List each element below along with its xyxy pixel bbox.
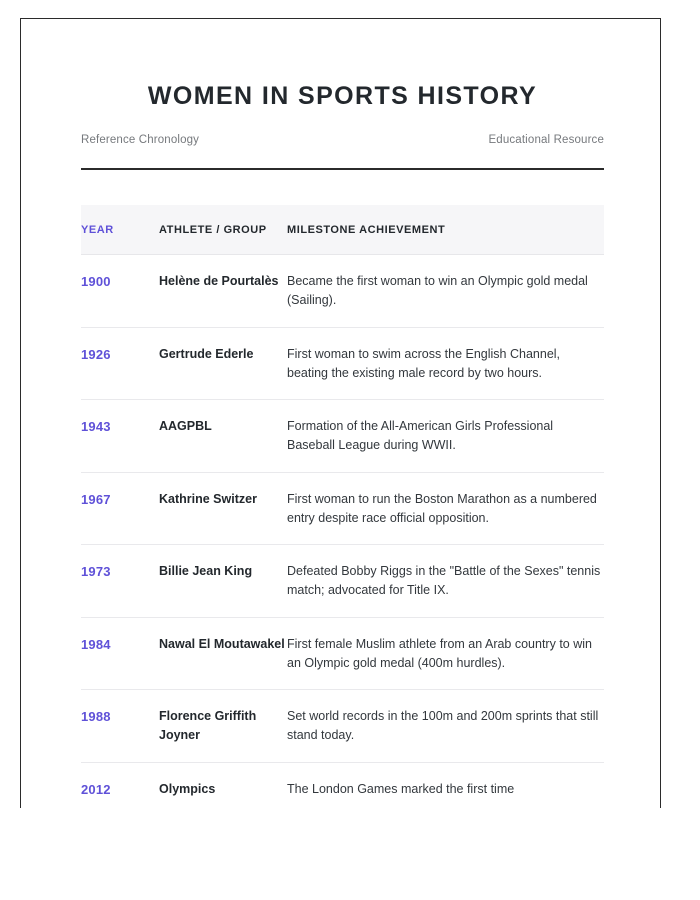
cell-year: 1926: [81, 327, 159, 400]
cell-athlete: Kathrine Switzer: [159, 472, 287, 545]
document-page-frame: [20, 18, 661, 808]
cell-athlete: Helène de Pourtalès: [159, 255, 287, 328]
cell-athlete: Olympics: [159, 762, 287, 808]
cell-year: 1984: [81, 617, 159, 690]
cell-milestone: Formation of the All-American Girls Professional Baseball League during WWII.: [287, 400, 604, 473]
page-title: WOMEN IN SPORTS HISTORY: [147, 82, 538, 110]
cell-year: 2012: [81, 762, 159, 808]
table-body: [81, 255, 604, 808]
table-row: [81, 400, 604, 473]
document-meta-row: [81, 134, 604, 146]
cell-milestone: First woman to swim across the English Channel, beating the existing male record by two hours.: [287, 327, 604, 400]
table-header-row: [81, 205, 604, 255]
document-content: [81, 19, 604, 808]
cell-milestone: Defeated Bobby Riggs in the "Battle of the Sexes" tennis match; advocated for Title IX.: [287, 545, 604, 618]
cell-year: 1943: [81, 400, 159, 473]
meta-educational-resource: Educational Resource: [488, 133, 604, 146]
cell-athlete: AAGPBL: [159, 400, 287, 473]
meta-reference-chronology: Reference Chronology: [81, 133, 200, 146]
table-row: [81, 690, 604, 763]
cell-milestone: Became the first woman to win an Olympic gold medal (Sailing).: [287, 255, 604, 328]
chronology-table: [81, 205, 604, 809]
table-row: [81, 545, 604, 618]
table-row: [81, 617, 604, 690]
cell-athlete: Nawal El Moutawakel: [159, 617, 287, 690]
cell-year: 1900: [81, 255, 159, 328]
cell-milestone: The London Games marked the first time: [287, 762, 604, 808]
column-header-milestone: MILESTONE ACHIEVEMENT: [287, 205, 604, 255]
cell-milestone: Set world records in the 100m and 200m sprints that still stand today.: [287, 690, 604, 763]
table-row: [81, 255, 604, 328]
cell-year: 1973: [81, 545, 159, 618]
header-divider-rule: [81, 168, 604, 170]
column-header-year: YEAR: [81, 205, 159, 255]
table-row: [81, 762, 604, 808]
table-header: [81, 205, 604, 255]
cell-milestone: First female Muslim athlete from an Arab country to win an Olympic gold medal (400m hurdles).: [287, 617, 604, 690]
cell-athlete: Florence Griffith Joyner: [159, 690, 287, 763]
cell-athlete: Gertrude Ederle: [159, 327, 287, 400]
column-header-athlete: ATHLETE / GROUP: [159, 205, 287, 255]
table-row: [81, 327, 604, 400]
cell-athlete: Billie Jean King: [159, 545, 287, 618]
cell-year: 1988: [81, 690, 159, 763]
cell-year: 1967: [81, 472, 159, 545]
table-row: [81, 472, 604, 545]
cell-milestone: First woman to run the Boston Marathon as a numbered entry despite race official opposition.: [287, 472, 604, 545]
